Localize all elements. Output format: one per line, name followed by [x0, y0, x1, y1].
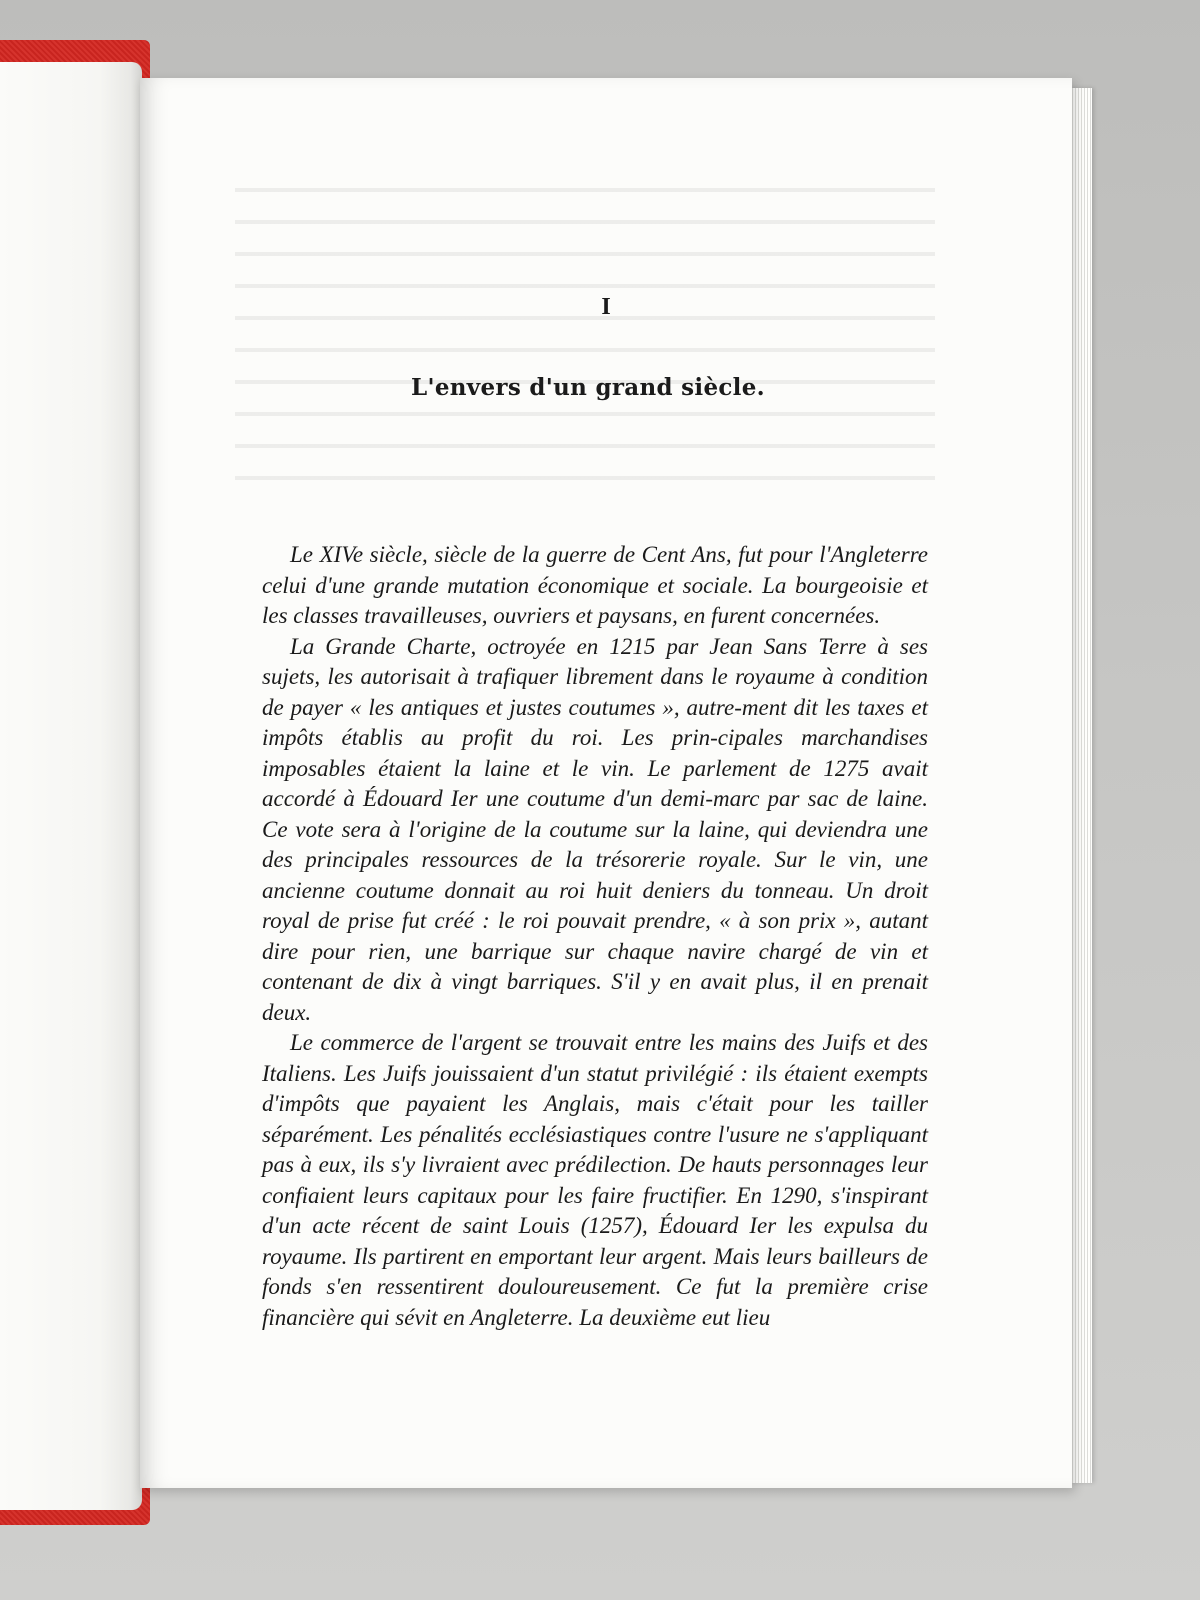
page-edges	[1070, 88, 1092, 1483]
body-text	[262, 540, 928, 1333]
paragraph: Le XIVe siècle, siècle de la guerre de Cent Ans, fut pour l'Angleterre celui d'une grande mutation économique et sociale. La bourgeoisie et les classes travailleuses, ouvriers et paysans, en furent concernées.	[262, 542, 928, 628]
show-through-text	[235, 166, 935, 496]
left-page	[0, 62, 142, 1510]
chapter-number: I	[601, 294, 611, 320]
book-page	[140, 78, 1072, 1488]
chapter-title: L'envers d'un grand siècle.	[411, 374, 765, 401]
paragraph: Le commerce de l'argent se trouvait entre les mains des Juifs et des Italiens. Les Juifs jouissaient d'un statut privilégié : ils étaient exempts d'impôts que payaient les Anglais, mais c'était pour les tailler séparément. Les pénalités ecclésiastiques contre l'usure ne s'appliquant pas à eux, ils s'y livraient avec prédilection. De hauts personnages leur confiaient leurs capitaux pour les faire fructifier. En 1290, s'inspirant d'un acte récent de saint Louis (1257), Édouard Ier les expulsa du royaume. Ils partirent en emportant leur argent. Mais leurs bailleurs de fonds s'en ressentirent douloureusement. Ce fut la première crise financière qui sévit en Angleterre. La deuxième eut lieu	[262, 1030, 928, 1330]
paragraph: La Grande Charte, octroyée en 1215 par Jean Sans Terre à ses sujets, les autorisait à trafiquer librement dans le royaume à condition de payer « les antiques et justes coutumes », autre-ment dit les taxes et impôts établis au profit du roi. Les prin-cipales marchandises imposables étaient la laine et le vin. Le parlement de 1275 avait accordé à Édouard Ier une coutume d'un demi-marc par sac de laine. Ce vote sera à l'origine de la coutume sur la laine, qui deviendra une des principales ressources de la trésorerie royale. Sur le vin, une ancienne coutume donnait au roi huit deniers du tonneau. Un droit royal de prise fut créé : le roi pouvait prendre, « à son prix », autant dire pour rien, une barrique sur chaque navire chargé de vin et contenant de dix à vingt barriques. S'il y en avait plus, il en prenait deux.	[262, 633, 928, 1025]
